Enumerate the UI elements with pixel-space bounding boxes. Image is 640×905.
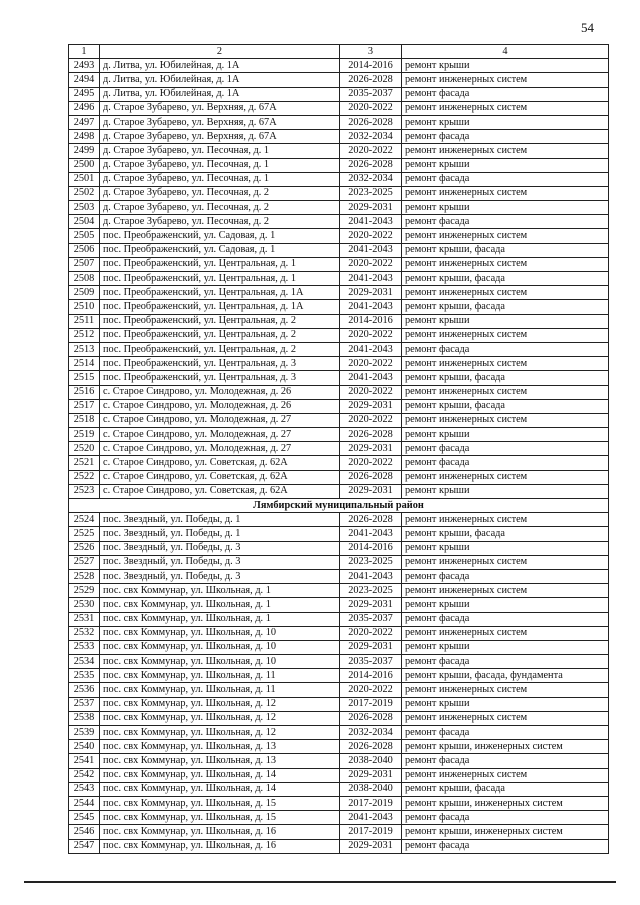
- row-address: с. Старое Синдрово, ул. Советская, д. 62А: [100, 470, 340, 484]
- table-row: [69, 172, 609, 186]
- row-address: д. Старое Зубарево, ул. Верхняя, д. 67А: [100, 101, 340, 115]
- row-work: ремонт инженерных систем: [402, 101, 609, 115]
- table-row: [69, 456, 609, 470]
- table-row: [69, 683, 609, 697]
- row-period: 2014-2016: [340, 314, 402, 328]
- row-address: пос. свх Коммунар, ул. Школьная, д. 10: [100, 655, 340, 669]
- row-period: 2017-2019: [340, 796, 402, 810]
- row-number: 2533: [69, 640, 100, 654]
- row-number: 2538: [69, 711, 100, 725]
- row-address: д. Старое Зубарево, ул. Песочная, д. 1: [100, 172, 340, 186]
- row-period: 2032-2034: [340, 726, 402, 740]
- row-work: ремонт крыши: [402, 640, 609, 654]
- row-number: 2519: [69, 428, 100, 442]
- row-address: пос. свх Коммунар, ул. Школьная, д. 10: [100, 626, 340, 640]
- row-number: 2515: [69, 371, 100, 385]
- table-row: [69, 470, 609, 484]
- row-period: 2026-2028: [340, 428, 402, 442]
- row-work: ремонт крыши, фасада: [402, 243, 609, 257]
- row-address: пос. Звездный, ул. Победы, д. 1: [100, 527, 340, 541]
- row-work: ремонт инженерных систем: [402, 229, 609, 243]
- row-address: пос. свх Коммунар, ул. Школьная, д. 13: [100, 740, 340, 754]
- table-body: [69, 59, 609, 854]
- table-row: [69, 144, 609, 158]
- row-work: ремонт крыши: [402, 541, 609, 555]
- row-address: пос. свх Коммунар, ул. Школьная, д. 13: [100, 754, 340, 768]
- row-address: с. Старое Синдрово, ул. Советская, д. 62А: [100, 484, 340, 498]
- row-number: 2512: [69, 328, 100, 342]
- row-work: ремонт крыши, фасада: [402, 782, 609, 796]
- row-address: д. Литва, ул. Юбилейная, д. 1А: [100, 87, 340, 101]
- row-number: 2545: [69, 811, 100, 825]
- row-number: 2532: [69, 626, 100, 640]
- row-period: 2026-2028: [340, 158, 402, 172]
- table-row: [69, 726, 609, 740]
- row-work: ремонт крыши, фасада: [402, 527, 609, 541]
- table-row: [69, 541, 609, 555]
- table-row: [69, 59, 609, 73]
- table-row: [69, 555, 609, 569]
- row-address: пос. свх Коммунар, ул. Школьная, д. 12: [100, 697, 340, 711]
- row-period: 2026-2028: [340, 711, 402, 725]
- row-period: 2032-2034: [340, 172, 402, 186]
- row-period: 2038-2040: [340, 754, 402, 768]
- row-work: ремонт крыши: [402, 115, 609, 129]
- row-period: 2026-2028: [340, 470, 402, 484]
- row-address: пос. Преображенский, ул. Садовая, д. 1: [100, 229, 340, 243]
- row-work: ремонт фасада: [402, 754, 609, 768]
- row-period: 2020-2022: [340, 257, 402, 271]
- row-work: ремонт крыши: [402, 697, 609, 711]
- row-work: ремонт фасада: [402, 215, 609, 229]
- row-work: ремонт фасада: [402, 569, 609, 583]
- row-number: 2527: [69, 555, 100, 569]
- row-work: ремонт инженерных систем: [402, 626, 609, 640]
- row-period: 2035-2037: [340, 87, 402, 101]
- table-row: [69, 569, 609, 583]
- row-period: 2023-2025: [340, 555, 402, 569]
- row-work: ремонт крыши: [402, 201, 609, 215]
- table-row: [69, 598, 609, 612]
- row-period: 2041-2043: [340, 272, 402, 286]
- row-period: 2041-2043: [340, 243, 402, 257]
- row-number: 2511: [69, 314, 100, 328]
- row-number: 2525: [69, 527, 100, 541]
- table-row: [69, 782, 609, 796]
- row-number: 2506: [69, 243, 100, 257]
- row-address: пос. свх Коммунар, ул. Школьная, д. 12: [100, 726, 340, 740]
- row-address: пос. Преображенский, ул. Центральная, д. 1А: [100, 300, 340, 314]
- row-address: пос. Преображенский, ул. Центральная, д. 1: [100, 272, 340, 286]
- table-row: [69, 257, 609, 271]
- table-row: [69, 272, 609, 286]
- table-row: [69, 286, 609, 300]
- row-work: ремонт фасада: [402, 172, 609, 186]
- table-row: [69, 640, 609, 654]
- row-number: 2547: [69, 839, 100, 853]
- row-number: 2534: [69, 655, 100, 669]
- row-period: 2017-2019: [340, 825, 402, 839]
- table-row: [69, 740, 609, 754]
- row-period: 2020-2022: [340, 626, 402, 640]
- row-period: 2029-2031: [340, 839, 402, 853]
- row-address: пос. свх Коммунар, ул. Школьная, д. 11: [100, 669, 340, 683]
- row-work: ремонт крыши: [402, 484, 609, 498]
- row-work: ремонт инженерных систем: [402, 73, 609, 87]
- table-row: [69, 314, 609, 328]
- row-period: 2014-2016: [340, 669, 402, 683]
- header-col-period: 3: [340, 45, 402, 59]
- table-row: [69, 328, 609, 342]
- row-period: 2041-2043: [340, 371, 402, 385]
- row-work: ремонт фасада: [402, 839, 609, 853]
- row-work: ремонт фасада: [402, 811, 609, 825]
- table-row: [69, 825, 609, 839]
- table-row: [69, 626, 609, 640]
- row-period: 2020-2022: [340, 229, 402, 243]
- row-work: ремонт крыши, фасада: [402, 300, 609, 314]
- row-period: 2026-2028: [340, 740, 402, 754]
- row-number: 2529: [69, 584, 100, 598]
- row-work: ремонт инженерных систем: [402, 328, 609, 342]
- row-period: 2020-2022: [340, 456, 402, 470]
- page-number: 54: [581, 20, 594, 35]
- row-work: ремонт инженерных систем: [402, 144, 609, 158]
- row-work: ремонт инженерных систем: [402, 413, 609, 427]
- row-address: пос. Преображенский, ул. Центральная, д. 2: [100, 314, 340, 328]
- row-address: пос. свх Коммунар, ул. Школьная, д. 12: [100, 711, 340, 725]
- row-work: ремонт инженерных систем: [402, 711, 609, 725]
- row-number: 2505: [69, 229, 100, 243]
- row-work: ремонт инженерных систем: [402, 768, 609, 782]
- table-row: [69, 584, 609, 598]
- table-row: [69, 484, 609, 498]
- row-period: 2020-2022: [340, 413, 402, 427]
- row-period: 2041-2043: [340, 569, 402, 583]
- row-number: 2531: [69, 612, 100, 626]
- table-row: [69, 754, 609, 768]
- row-number: 2497: [69, 115, 100, 129]
- row-number: 2495: [69, 87, 100, 101]
- row-period: 2041-2043: [340, 300, 402, 314]
- row-work: ремонт фасада: [402, 612, 609, 626]
- table-row: [69, 87, 609, 101]
- row-number: 2499: [69, 144, 100, 158]
- row-address: д. Литва, ул. Юбилейная, д. 1А: [100, 59, 340, 73]
- row-number: 2510: [69, 300, 100, 314]
- row-work: ремонт инженерных систем: [402, 513, 609, 527]
- row-work: ремонт крыши, фасада: [402, 371, 609, 385]
- table-row: [69, 371, 609, 385]
- row-period: 2020-2022: [340, 357, 402, 371]
- row-address: пос. Преображенский, ул. Центральная, д. 1: [100, 257, 340, 271]
- row-number: 2502: [69, 186, 100, 200]
- table-row: [69, 811, 609, 825]
- row-address: с. Старое Синдрово, ул. Молодежная, д. 27: [100, 413, 340, 427]
- row-address: пос. свх Коммунар, ул. Школьная, д. 15: [100, 796, 340, 810]
- table-row: [69, 839, 609, 853]
- table-row: [69, 655, 609, 669]
- row-number: 2517: [69, 399, 100, 413]
- row-period: 2020-2022: [340, 683, 402, 697]
- row-address: пос. свх Коммунар, ул. Школьная, д. 1: [100, 612, 340, 626]
- row-period: 2023-2025: [340, 584, 402, 598]
- repair-schedule-table: [68, 44, 609, 854]
- row-address: пос. Звездный, ул. Победы, д. 3: [100, 569, 340, 583]
- row-address: д. Старое Зубарево, ул. Песочная, д. 2: [100, 186, 340, 200]
- row-period: 2026-2028: [340, 115, 402, 129]
- bottom-rule: [24, 881, 616, 883]
- table-row: [69, 186, 609, 200]
- row-address: пос. свх Коммунар, ул. Школьная, д. 14: [100, 782, 340, 796]
- row-address: пос. Преображенский, ул. Садовая, д. 1: [100, 243, 340, 257]
- table-row: [69, 73, 609, 87]
- table-row: [69, 243, 609, 257]
- row-period: 2029-2031: [340, 286, 402, 300]
- row-number: 2541: [69, 754, 100, 768]
- row-address: пос. Преображенский, ул. Центральная, д. 1А: [100, 286, 340, 300]
- row-address: д. Старое Зубарево, ул. Песочная, д. 1: [100, 144, 340, 158]
- row-address: с. Старое Синдрово, ул. Молодежная, д. 26: [100, 399, 340, 413]
- row-address: с. Старое Синдрово, ул. Молодежная, д. 27: [100, 442, 340, 456]
- row-address: пос. Преображенский, ул. Центральная, д. 2: [100, 342, 340, 356]
- row-period: 2041-2043: [340, 342, 402, 356]
- row-number: 2516: [69, 385, 100, 399]
- table-row: [69, 768, 609, 782]
- row-period: 2035-2037: [340, 655, 402, 669]
- header-col-number: 1: [69, 45, 100, 59]
- row-address: д. Старое Зубарево, ул. Песочная, д. 2: [100, 201, 340, 215]
- row-address: д. Литва, ул. Юбилейная, д. 1А: [100, 73, 340, 87]
- table-row: [69, 796, 609, 810]
- row-work: ремонт фасада: [402, 130, 609, 144]
- row-number: 2498: [69, 130, 100, 144]
- row-work: ремонт инженерных систем: [402, 470, 609, 484]
- row-period: 2029-2031: [340, 640, 402, 654]
- row-number: 2536: [69, 683, 100, 697]
- row-number: 2540: [69, 740, 100, 754]
- row-number: 2509: [69, 286, 100, 300]
- row-work: ремонт инженерных систем: [402, 555, 609, 569]
- table-row: [69, 697, 609, 711]
- row-address: пос. свх Коммунар, ул. Школьная, д. 1: [100, 598, 340, 612]
- row-address: пос. Преображенский, ул. Центральная, д. 3: [100, 371, 340, 385]
- row-work: ремонт инженерных систем: [402, 186, 609, 200]
- header-row: [69, 45, 609, 59]
- row-number: 2521: [69, 456, 100, 470]
- table-row: [69, 413, 609, 427]
- table-row: [69, 711, 609, 725]
- row-work: ремонт инженерных систем: [402, 683, 609, 697]
- row-address: пос. свх Коммунар, ул. Школьная, д. 15: [100, 811, 340, 825]
- table-row: [69, 385, 609, 399]
- row-period: 2017-2019: [340, 697, 402, 711]
- row-number: 2546: [69, 825, 100, 839]
- table-row: [69, 115, 609, 129]
- row-work: ремонт крыши, инженерных систем: [402, 796, 609, 810]
- row-number: 2501: [69, 172, 100, 186]
- row-period: 2029-2031: [340, 442, 402, 456]
- row-work: ремонт крыши: [402, 59, 609, 73]
- table-row: [69, 428, 609, 442]
- table-row: [69, 527, 609, 541]
- row-period: 2014-2016: [340, 59, 402, 73]
- row-address: д. Старое Зубарево, ул. Верхняя, д. 67А: [100, 115, 340, 129]
- row-period: 2029-2031: [340, 768, 402, 782]
- table-row: [69, 442, 609, 456]
- row-address: пос. свх Коммунар, ул. Школьная, д. 10: [100, 640, 340, 654]
- row-number: 2528: [69, 569, 100, 583]
- row-number: 2524: [69, 513, 100, 527]
- row-number: 2507: [69, 257, 100, 271]
- table-row: [69, 357, 609, 371]
- row-number: 2518: [69, 413, 100, 427]
- row-work: ремонт крыши: [402, 314, 609, 328]
- table-row: [69, 300, 609, 314]
- row-number: 2514: [69, 357, 100, 371]
- row-number: 2542: [69, 768, 100, 782]
- row-work: ремонт инженерных систем: [402, 357, 609, 371]
- row-work: ремонт фасада: [402, 342, 609, 356]
- row-work: ремонт крыши: [402, 428, 609, 442]
- row-period: 2014-2016: [340, 541, 402, 555]
- table-row: [69, 669, 609, 683]
- row-work: ремонт крыши, фасада: [402, 272, 609, 286]
- section-row: [69, 499, 609, 513]
- row-work: ремонт фасада: [402, 655, 609, 669]
- row-number: 2535: [69, 669, 100, 683]
- row-number: 2530: [69, 598, 100, 612]
- row-work: ремонт инженерных систем: [402, 584, 609, 598]
- row-period: 2032-2034: [340, 130, 402, 144]
- table-row: [69, 201, 609, 215]
- table-row: [69, 513, 609, 527]
- row-period: 2035-2037: [340, 612, 402, 626]
- table-row: [69, 229, 609, 243]
- row-work: ремонт инженерных систем: [402, 286, 609, 300]
- row-number: 2503: [69, 201, 100, 215]
- row-number: 2520: [69, 442, 100, 456]
- row-work: ремонт фасада: [402, 87, 609, 101]
- row-number: 2523: [69, 484, 100, 498]
- table-row: [69, 215, 609, 229]
- row-work: ремонт крыши, инженерных систем: [402, 825, 609, 839]
- table-row: [69, 130, 609, 144]
- row-work: ремонт инженерных систем: [402, 385, 609, 399]
- row-number: 2526: [69, 541, 100, 555]
- row-work: ремонт крыши: [402, 158, 609, 172]
- row-number: 2539: [69, 726, 100, 740]
- row-period: 2020-2022: [340, 144, 402, 158]
- row-number: 2508: [69, 272, 100, 286]
- header-col-work: 4: [402, 45, 609, 59]
- row-period: 2023-2025: [340, 186, 402, 200]
- row-period: 2038-2040: [340, 782, 402, 796]
- row-work: ремонт фасада: [402, 456, 609, 470]
- table-row: [69, 158, 609, 172]
- row-number: 2544: [69, 796, 100, 810]
- table-row: [69, 612, 609, 626]
- header-col-address: 2: [100, 45, 340, 59]
- row-number: 2496: [69, 101, 100, 115]
- row-address: пос. Звездный, ул. Победы, д. 1: [100, 513, 340, 527]
- row-work: ремонт фасада: [402, 442, 609, 456]
- row-address: с. Старое Синдрово, ул. Молодежная, д. 26: [100, 385, 340, 399]
- row-period: 2029-2031: [340, 598, 402, 612]
- row-number: 2494: [69, 73, 100, 87]
- table-row: [69, 101, 609, 115]
- row-address: пос. Преображенский, ул. Центральная, д. 3: [100, 357, 340, 371]
- row-period: 2029-2031: [340, 399, 402, 413]
- row-period: 2020-2022: [340, 385, 402, 399]
- row-number: 2500: [69, 158, 100, 172]
- row-period: 2041-2043: [340, 215, 402, 229]
- row-work: ремонт крыши: [402, 598, 609, 612]
- row-period: 2026-2028: [340, 513, 402, 527]
- row-address: д. Старое Зубарево, ул. Песочная, д. 1: [100, 158, 340, 172]
- row-address: с. Старое Синдрово, ул. Молодежная, д. 27: [100, 428, 340, 442]
- row-number: 2493: [69, 59, 100, 73]
- row-period: 2029-2031: [340, 484, 402, 498]
- row-address: пос. свх Коммунар, ул. Школьная, д. 16: [100, 825, 340, 839]
- row-period: 2020-2022: [340, 328, 402, 342]
- row-address: пос. свх Коммунар, ул. Школьная, д. 14: [100, 768, 340, 782]
- row-address: д. Старое Зубарево, ул. Песочная, д. 2: [100, 215, 340, 229]
- row-address: пос. свх Коммунар, ул. Школьная, д. 16: [100, 839, 340, 853]
- row-address: пос. Звездный, ул. Победы, д. 3: [100, 555, 340, 569]
- section-title: Лямбирский муниципальный район: [69, 499, 609, 513]
- row-work: ремонт крыши, инженерных систем: [402, 740, 609, 754]
- row-address: пос. Звездный, ул. Победы, д. 3: [100, 541, 340, 555]
- row-address: д. Старое Зубарево, ул. Верхняя, д. 67А: [100, 130, 340, 144]
- row-period: 2029-2031: [340, 201, 402, 215]
- row-period: 2026-2028: [340, 73, 402, 87]
- table-row: [69, 399, 609, 413]
- row-number: 2543: [69, 782, 100, 796]
- row-period: 2041-2043: [340, 811, 402, 825]
- row-address: пос. свх Коммунар, ул. Школьная, д. 1: [100, 584, 340, 598]
- row-number: 2504: [69, 215, 100, 229]
- row-period: 2041-2043: [340, 527, 402, 541]
- table-row: [69, 342, 609, 356]
- row-address: пос. Преображенский, ул. Центральная, д. 2: [100, 328, 340, 342]
- row-work: ремонт крыши, фасада, фундамента: [402, 669, 609, 683]
- row-number: 2522: [69, 470, 100, 484]
- row-work: ремонт инженерных систем: [402, 257, 609, 271]
- row-address: с. Старое Синдрово, ул. Советская, д. 62А: [100, 456, 340, 470]
- row-work: ремонт фасада: [402, 726, 609, 740]
- row-period: 2020-2022: [340, 101, 402, 115]
- row-work: ремонт крыши, фасада: [402, 399, 609, 413]
- row-number: 2513: [69, 342, 100, 356]
- row-address: пос. свх Коммунар, ул. Школьная, д. 11: [100, 683, 340, 697]
- row-number: 2537: [69, 697, 100, 711]
